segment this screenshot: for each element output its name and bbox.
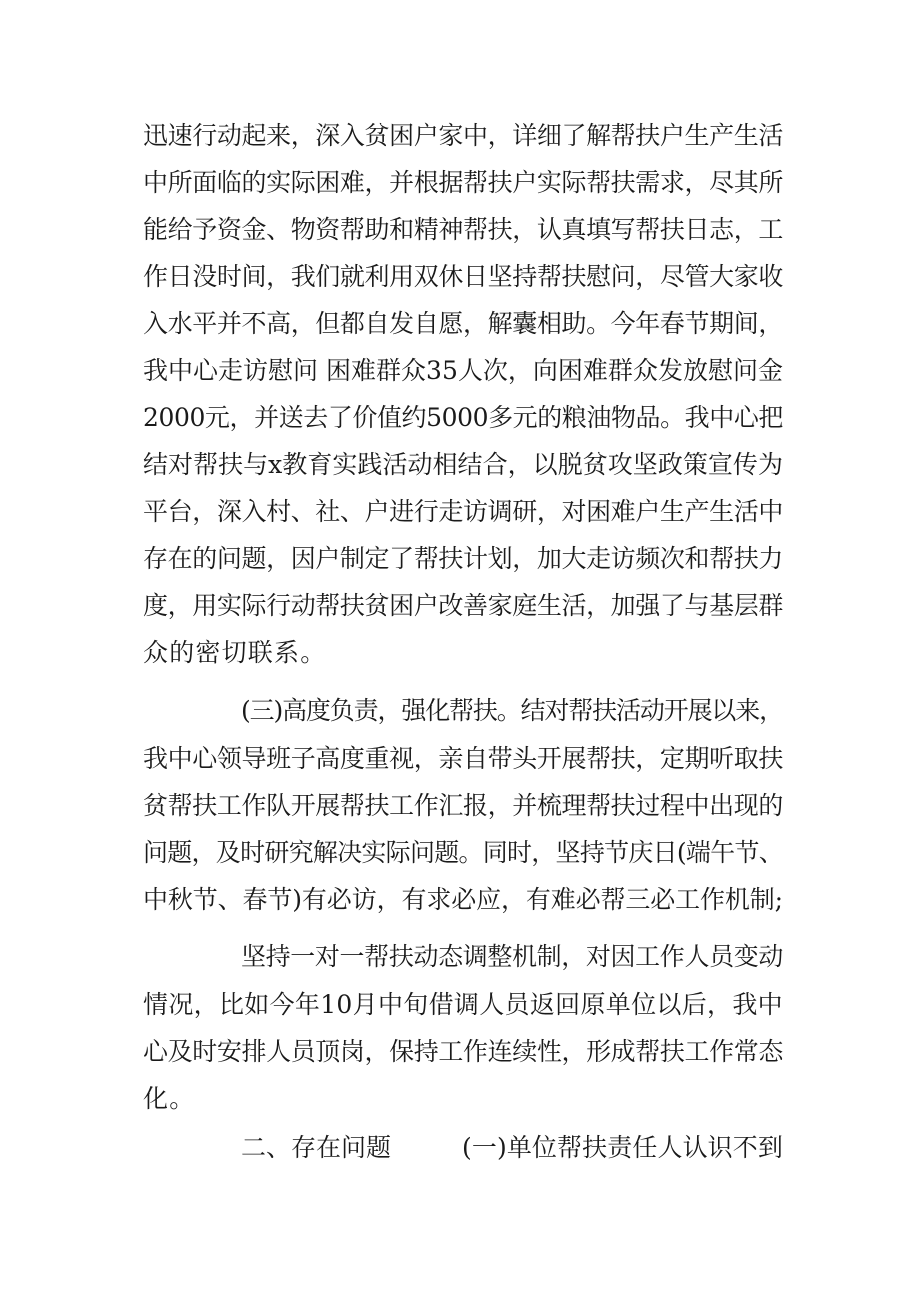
- text-line: 平台，深入村、社、户进行走访调研，对困难户生产生活中: [143, 497, 783, 526]
- text-line: 入水平并不高，但都自发自愿，解囊相助。今年春节期间，: [143, 309, 783, 338]
- text-line: 作日没时间，我们就利用双休日坚持帮扶慰问，尽管大家收: [143, 262, 783, 291]
- text-line: 迅速行动起来，深入贫困户家中，详细了解帮扶户生产生活: [143, 121, 783, 150]
- text-line: 情况，比如今年10月中旬借调人员返回原单位以后，我中: [143, 990, 783, 1019]
- text-line: 问题，及时研究解决实际问题。同时，坚持节庆日(端午节、: [143, 838, 783, 867]
- text-line: 中秋节、春节)有必访，有求必应，有难必帮三必工作机制;: [143, 885, 783, 914]
- section-heading-line: (三)高度负责，强化帮扶。结对帮扶活动开展以来，: [241, 696, 783, 725]
- paragraph-start-line: 坚持一对一帮扶动态调整机制，对因工作人员变动: [241, 942, 783, 971]
- text-line: 我中心走访慰问 困难群众35人次，向困难群众发放慰问金: [143, 356, 783, 385]
- section-heading: 二、存在问题: [241, 1133, 391, 1162]
- text-line: 心及时安排人员顶岗，保持工作连续性，形成帮扶工作常态: [143, 1037, 783, 1066]
- text-line: 度，用实际行动帮扶贫困户改善家庭生活，加强了与基层群: [143, 591, 783, 620]
- text-line: 众的密切联系。: [143, 638, 327, 667]
- text-line: 化。: [143, 1084, 196, 1113]
- text-line: 我中心领导班子高度重视，亲自带头开展帮扶，定期听取扶: [143, 744, 783, 773]
- text-line: 能给予资金、物资帮助和精神帮扶，认真填写帮扶日志，工: [143, 215, 783, 244]
- text-line: 2000元，并送去了价值约5000多元的粮油物品。我中心把: [143, 403, 783, 432]
- text-line: 存在的问题，因户制定了帮扶计划，加大走访频次和帮扶力: [143, 544, 783, 573]
- text-line: 贫帮扶工作队开展帮扶工作汇报，并梳理帮扶过程中出现的: [143, 791, 783, 820]
- text-line: 结对帮扶与x教育实践活动相结合，以脱贫攻坚政策宣传为: [143, 450, 783, 479]
- subsection-heading: (一)单位帮扶责任人认识不到: [462, 1133, 783, 1162]
- text-line: 中所面临的实际困难，并根据帮扶户实际帮扶需求，尽其所: [143, 168, 783, 197]
